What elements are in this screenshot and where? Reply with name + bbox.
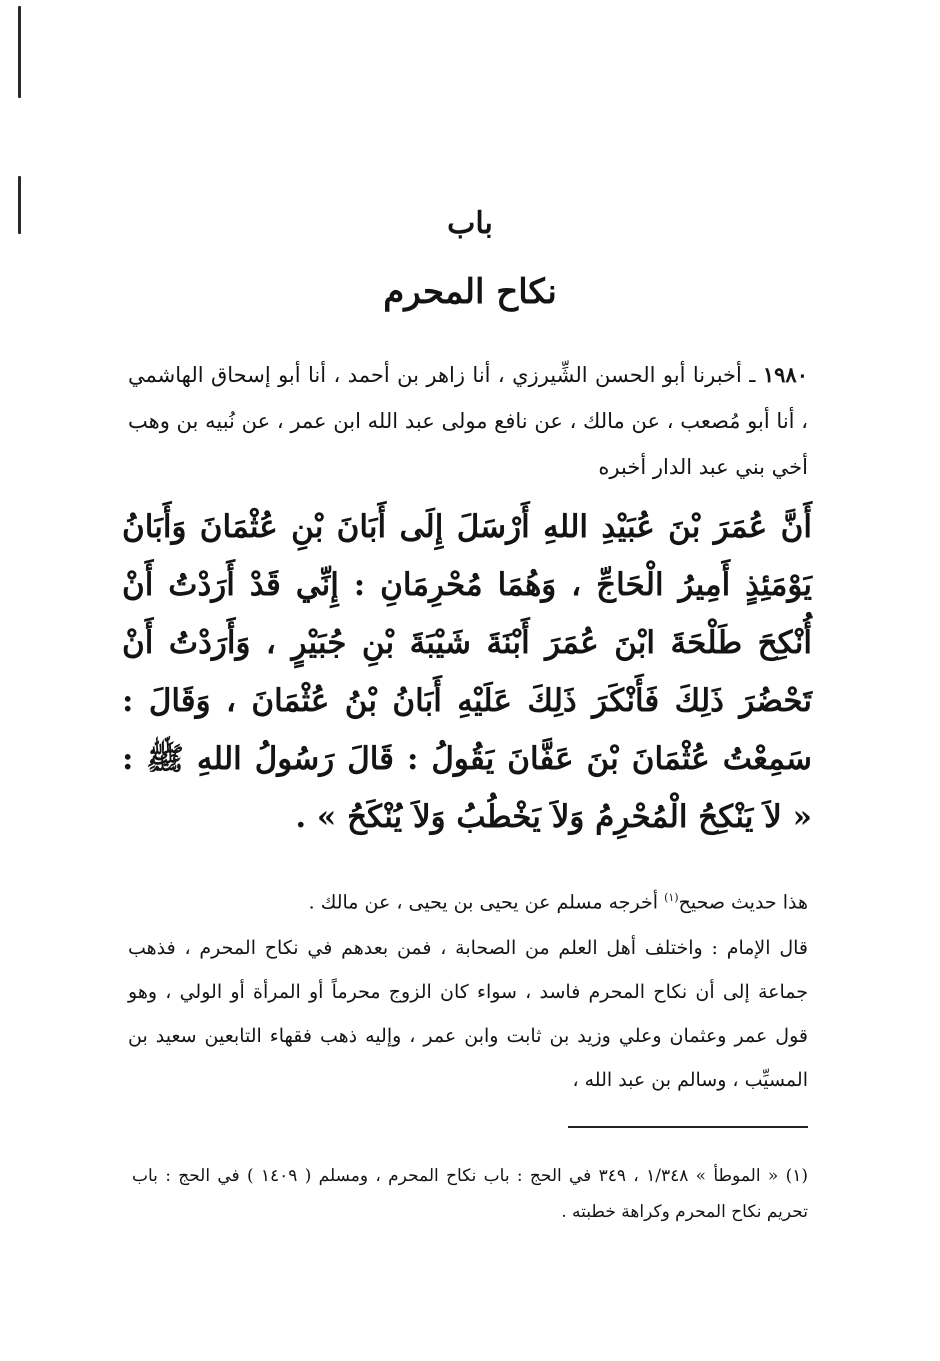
verdict-text-after: أخرجه مسلم عن يحيى بن يحيى ، عن مالك . xyxy=(308,891,665,914)
hadith-verdict xyxy=(128,878,808,922)
hadith-matn: أَنَّ عُمَرَ بْنَ عُبَيْدِ اللهِ أَرْسَلَ إِلَى أَبَانَ بْنِ عُثْمَانَ وَأَبَانُ يَوْمَئِذٍ أَمِيرُ الْحَاجِّ ، وَهُمَا مُحْرِمَانِ : إِنِّي قَدْ أَرَدْتُ أَنْ أُنْكِحَ طَلْحَةَ ابْنَ عُمَرَ أَبْنَةَ شَيْبَةَ بْنِ جُبَيْرٍ ، وَأَرَدْتُ أَنْ تَحْضُرَ ذَلِكَ فَأَنْكَرَ ذَلِكَ عَلَيْهِ أَبَانُ بْنُ عُثْمَانَ ، وَقَالَ : سَمِعْتُ عُثْمَانَ بْنَ عَفَّانَ يَقُولُ : قَالَ رَسُولُ اللهِ ﷺ : « لاَ يَنْكِحُ الْمُحْرِمُ وَلاَ يَخْطُبُ وَلاَ يُنْكَحُ » . xyxy=(122,509,812,835)
footnote-divider xyxy=(568,1126,808,1128)
verdict-text-before: هذا حديث صحيح xyxy=(678,891,808,914)
footnote-reference: (١) xyxy=(664,891,679,904)
chapter-title: باب xyxy=(447,206,493,241)
footnote: (١) « الموطأ » ١/٣٤٨ ، ٣٤٩ في الحج : باب نكاح المحرم ، ومسلم ( ١٤٠٩ ) في الحج : باب تحريم نكاح المحرم وكراهة خطبته . xyxy=(132,1166,808,1222)
scan-edge-mark xyxy=(18,6,21,98)
chapter-subtitle: نكاح المحرم xyxy=(383,272,557,312)
hadith-isnad xyxy=(128,352,808,490)
hadith-number: ١٩٨٠ xyxy=(762,362,808,387)
isnad-text: ـ أخبرنا أبو الحسن الشِّيرزي ، أنا زاهر بن أحمد ، أنا أبو إسحاق الهاشمي ، أنا أبو مُصعب ، عن مالك ، عن نافع مولى عبد الله ابن عمر ، عن نُبيه بن وهب أخي بني عبد الدار أخبره xyxy=(128,363,808,479)
imam-commentary: قال الإمام : واختلف أهل العلم من الصحابة ، فمن بعدهم في نكاح المحرم ، فذهب جماعة إلى أن نكاح المحرم فاسد ، سواء كان الزوج محرماً أو المرأة أو الولي ، وهو قول عمر وعثمان وعلي وزيد بن ثابت وابن عمر ، وإليه ذهب فقهاء التابعين سعيد بن المسيِّب ، وسالم بن عبد الله ، xyxy=(128,937,808,1091)
